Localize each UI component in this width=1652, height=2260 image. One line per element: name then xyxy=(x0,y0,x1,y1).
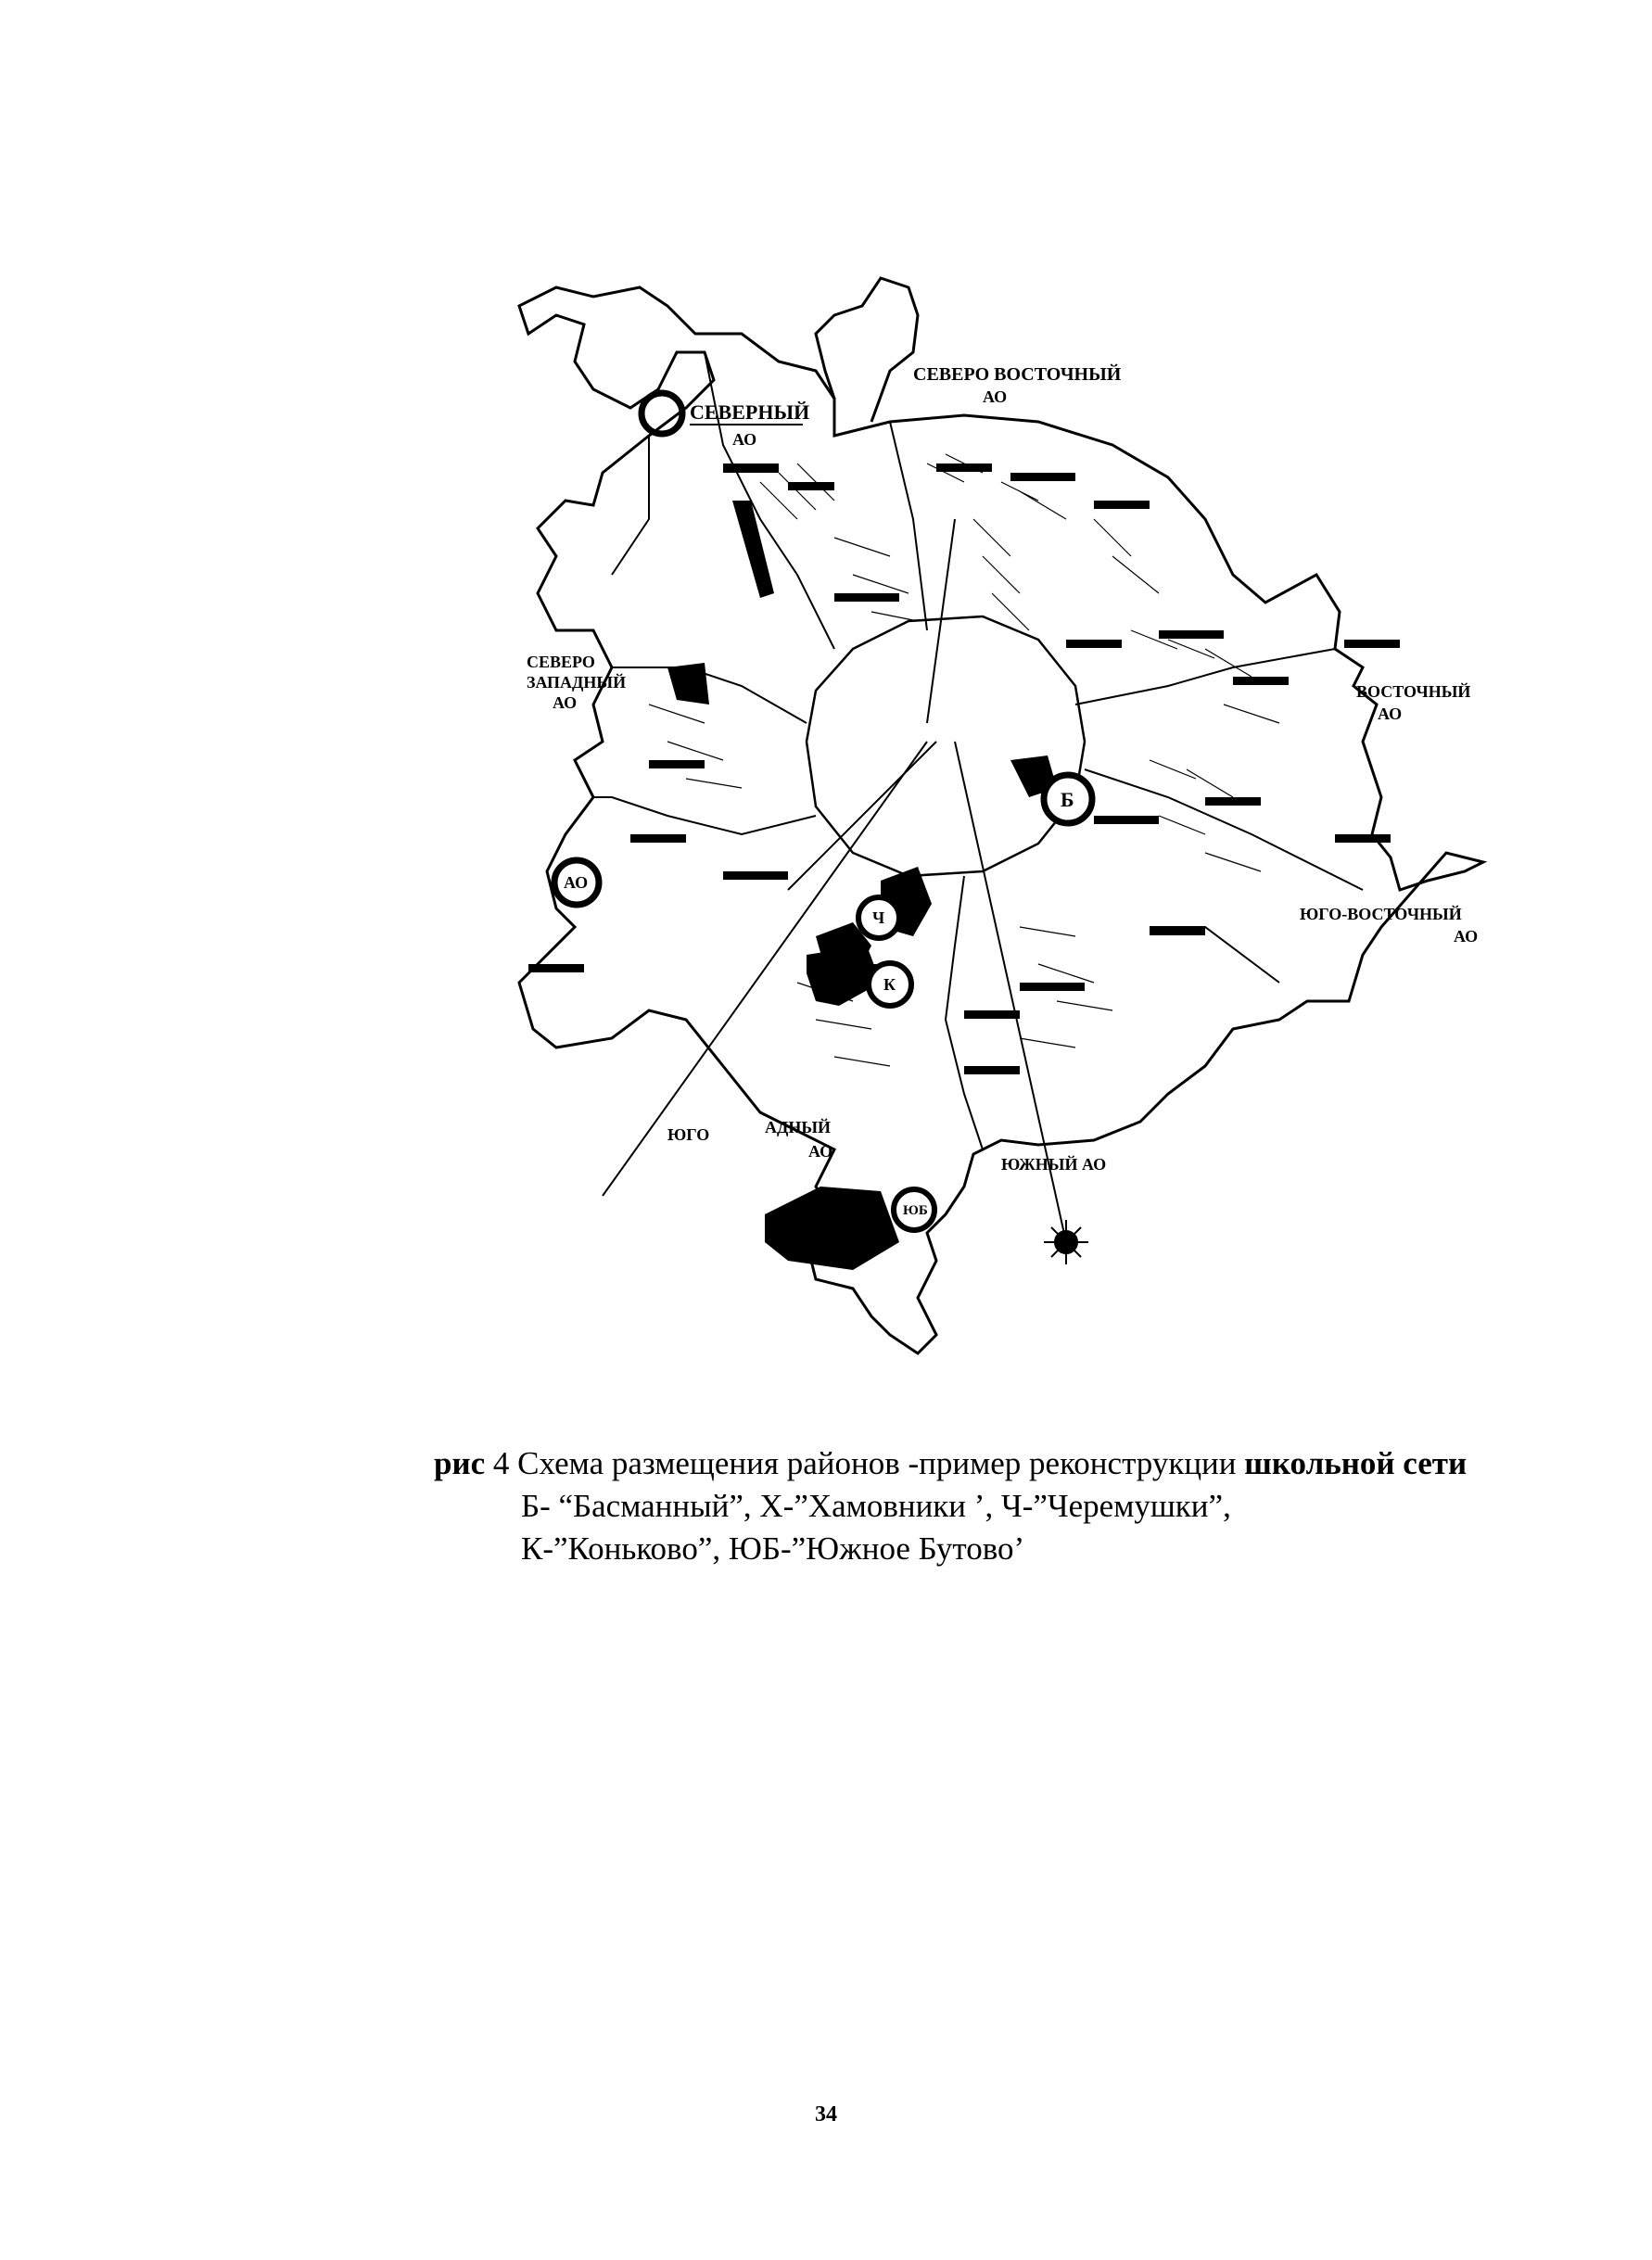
highlighted-districts xyxy=(667,501,1057,1270)
north-protrusion xyxy=(816,278,918,422)
inner-ring xyxy=(807,616,1085,876)
label-yugo-vostochny: ЮГО-ВОСТОЧНЫЙ xyxy=(1300,905,1462,923)
label-severo-zapadny-2: ЗАПАДНЫЙ xyxy=(527,673,627,692)
caption-line-2: Б- “Басманный”, Х-”Хамовники ’, Ч-”Черемушки”, xyxy=(521,1488,1231,1524)
marker-basmanny xyxy=(1044,775,1092,823)
label-yugo-vostochny-ao: АО xyxy=(1454,927,1479,946)
label-severo-zapadny-ao: АО xyxy=(553,693,578,712)
marker-label-yub: ЮБ xyxy=(903,1203,928,1218)
figure-caption xyxy=(434,1442,1602,1570)
marker-label-b: Б xyxy=(1061,788,1074,811)
caption-text-bold: школьной сети xyxy=(1244,1445,1468,1481)
page-number: 34 xyxy=(815,2102,837,2127)
caption-text: Схема размещения районов -пример реконструкции xyxy=(517,1445,1237,1481)
caption-line-3: К-”Коньково”, ЮБ-”Южное Бутово’ xyxy=(521,1530,1025,1567)
marker-label-k: К xyxy=(883,975,896,994)
compass-rose xyxy=(1044,1220,1088,1264)
label-severny-ao: АО xyxy=(732,430,757,449)
district-fill-nw xyxy=(667,663,709,705)
label-yugo-zapadny-2: АДНЫЙ xyxy=(765,1118,832,1136)
label-yuzhny: ЮЖНЫЙ АО xyxy=(1001,1155,1107,1174)
label-severo-zapadny-1: СЕВЕРО xyxy=(527,653,595,671)
label-severo-vostochny: СЕВЕРО ВОСТОЧНЫЙ xyxy=(913,364,1122,385)
label-vostochny: ВОСТОЧНЫЙ xyxy=(1356,682,1471,701)
street-texture xyxy=(649,454,1279,1066)
caption-number: 4 xyxy=(492,1445,510,1481)
label-vostochny-ao: АО xyxy=(1378,705,1403,723)
label-zapadny-ao: АО xyxy=(564,873,589,892)
label-yugo-zapadny-1: ЮГО xyxy=(667,1125,710,1144)
district-small-labels xyxy=(528,463,1403,1074)
marker-konkovo xyxy=(869,963,911,1006)
marker-severny xyxy=(642,393,682,434)
city-boundary xyxy=(519,287,1483,1353)
district-fill-north xyxy=(732,501,774,598)
caption-line-1 xyxy=(434,1442,1602,1485)
marker-yuzhnoe-butovo xyxy=(894,1189,934,1230)
district-fill-yuzhnoe-butovo xyxy=(765,1187,899,1270)
marker-cheremushki xyxy=(858,897,899,938)
marker-label-ch: Ч xyxy=(872,908,885,927)
label-severny: СЕВЕРНЫЙ xyxy=(690,400,810,424)
label-yugo-zapadny-ao: АО xyxy=(808,1142,833,1161)
label-severo-vostochny-ao: АО xyxy=(983,387,1008,406)
caption-label: рис xyxy=(434,1445,486,1481)
